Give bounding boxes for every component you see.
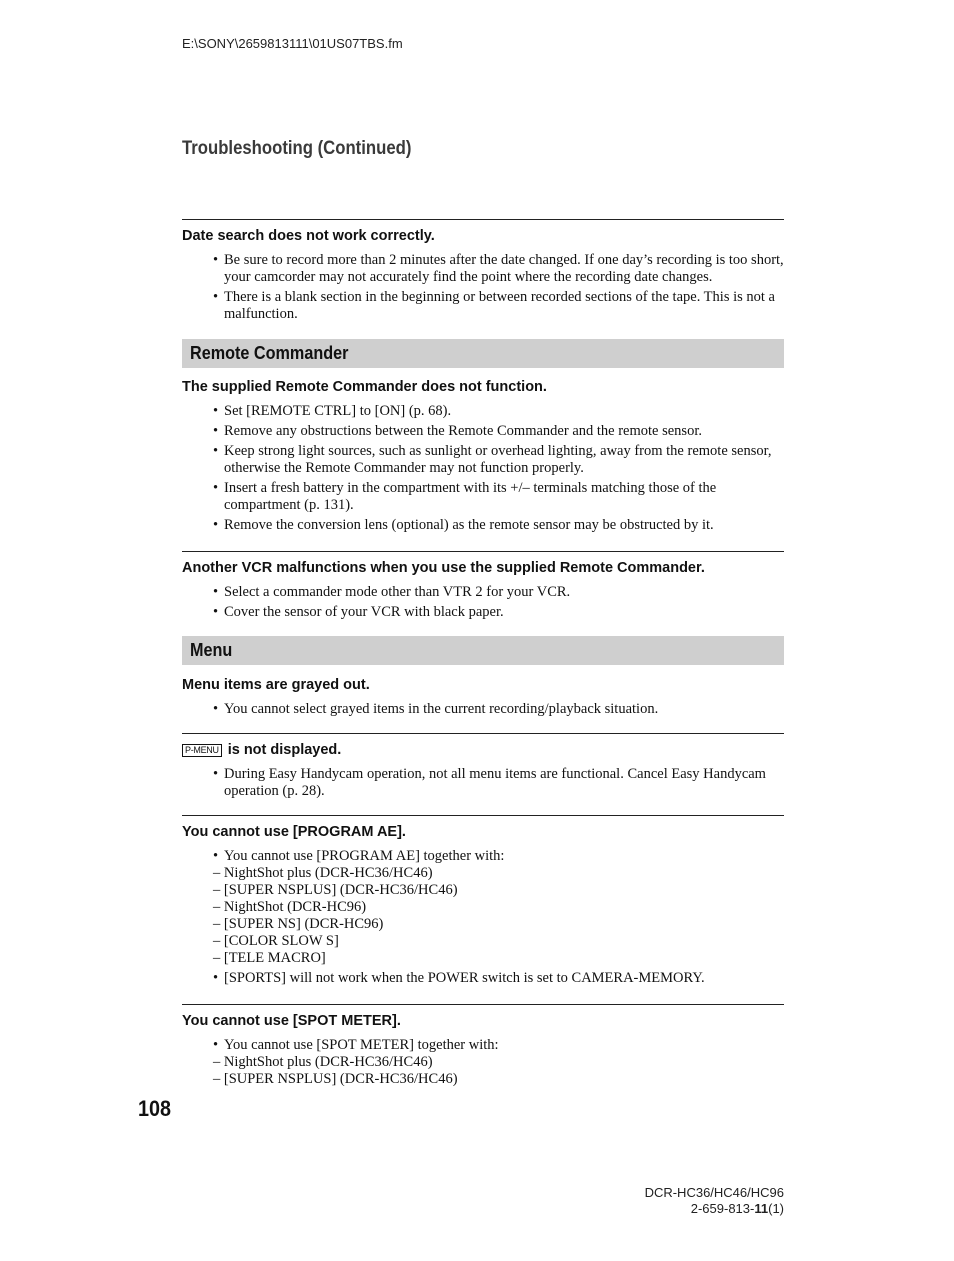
solution-list <box>182 1037 784 1088</box>
file-path: E:\SONY\2659813111\01US07TBS.fm <box>182 36 403 51</box>
page-heading: Troubleshooting (Continued) <box>182 138 412 159</box>
divider <box>182 815 784 816</box>
problem-title: You cannot use [PROGRAM AE]. <box>182 824 406 840</box>
solution-list <box>182 252 784 323</box>
solution-item: • Cover the sensor of your VCR with black paper. <box>224 604 784 621</box>
page-number: 108 <box>138 1096 172 1121</box>
dash-item: – NightShot plus (DCR-HC36/HC46) <box>213 865 433 881</box>
solution-item: • There is a blank section in the beginning or between recorded sections of the tape. This is not a malfunction. <box>224 289 784 323</box>
solution-list <box>182 584 784 621</box>
divider <box>182 219 784 220</box>
part-code-prefix: 2-659-813- <box>690 1201 755 1216</box>
solution-list <box>182 848 784 987</box>
problem-title: You cannot use [SPOT METER]. <box>182 1013 401 1029</box>
solution-item: • You cannot select grayed items in the current recording/playback situation. <box>224 701 784 718</box>
main-content <box>182 219 784 1091</box>
solution-item <box>213 1037 784 1088</box>
solution-text: • You cannot use [PROGRAM AE] together with: <box>224 848 505 864</box>
solution-item: • Keep strong light sources, such as sunlight or overhead lighting, away from the remote sensor, otherwise the Remote Commander may not function properly. <box>224 443 784 477</box>
solution-list <box>182 403 784 534</box>
section-title: Menu <box>190 640 233 660</box>
problem-title: Menu items are grayed out. <box>182 677 370 693</box>
problem-title: Date search does not work correctly. <box>182 228 435 244</box>
solution-item: • Insert a fresh battery in the compartment with its +/– terminals matching those of the compartment (p. 131). <box>224 480 784 514</box>
solution-item: • Remove any obstructions between the Remote Commander and the remote sensor. <box>224 423 784 440</box>
section-header-menu <box>182 636 784 665</box>
model-info <box>645 1185 784 1217</box>
solution-item: • Remove the conversion lens (optional) as the remote sensor may be obstructed by it. <box>224 517 784 534</box>
part-code-suffix: (1) <box>768 1201 784 1216</box>
divider <box>182 733 784 734</box>
model-line: DCR-HC36/HC46/HC96 <box>644 1185 784 1200</box>
solution-item: • During Easy Handycam operation, not all menu items are functional. Cancel Easy Handycam operation (p. 28). <box>224 766 784 800</box>
solution-item <box>213 848 784 967</box>
dash-item: – [SUPER NSPLUS] (DCR-HC36/HC46) <box>213 1071 458 1087</box>
dash-item: – [TELE MACRO] <box>213 950 326 966</box>
solution-text: • You cannot use [SPOT METER] together with: <box>224 1037 499 1053</box>
section-header-remote-commander <box>182 339 784 368</box>
problem-title: The supplied Remote Commander does not function. <box>182 379 547 395</box>
p-menu-icon: P-MENU <box>182 744 222 757</box>
solution-list <box>182 701 784 718</box>
dash-item: – [COLOR SLOW S] <box>213 933 339 949</box>
problem-title-text: is not displayed. <box>227 742 342 758</box>
problem-title: Another VCR malfunctions when you use the supplied Remote Commander. <box>182 560 705 576</box>
dash-item: – NightShot (DCR-HC96) <box>213 899 367 915</box>
solution-item: • Select a commander mode other than VTR 2 for your VCR. <box>224 584 784 601</box>
part-code <box>645 1201 784 1217</box>
divider <box>182 551 784 552</box>
solution-item: • Set [REMOTE CTRL] to [ON] (p. 68). <box>224 403 784 420</box>
part-code-bold: 11 <box>754 1201 769 1216</box>
solution-list <box>182 766 784 800</box>
section-title: Remote Commander <box>190 343 349 363</box>
dash-item: – [SUPER NSPLUS] (DCR-HC36/HC46) <box>213 882 458 898</box>
solution-item: • Be sure to record more than 2 minutes after the date changed. If one day’s recording is too short, your camcorder may not accurately find the point where the recording date changes. <box>224 252 784 286</box>
dash-item: – [SUPER NS] (DCR-HC96) <box>213 916 384 932</box>
solution-item: • [SPORTS] will not work when the POWER switch is set to CAMERA-MEMORY. <box>224 970 784 987</box>
problem-title-pmenu <box>182 742 784 758</box>
divider <box>182 1004 784 1005</box>
dash-item: – NightShot plus (DCR-HC36/HC46) <box>213 1054 433 1070</box>
